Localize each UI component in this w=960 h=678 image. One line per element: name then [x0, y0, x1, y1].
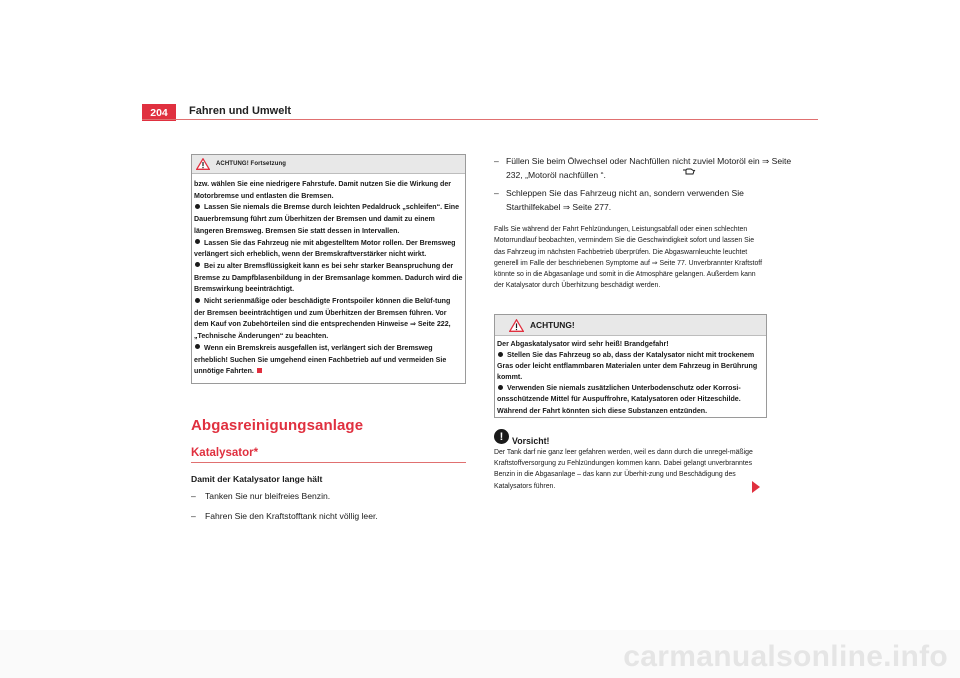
warning-intro: bzw. wählen Sie eine niedrigere Fahrstufe. Damit nutzen Sie die Wirkung der Motorbremse und entlasten die Bremsen.	[194, 180, 452, 200]
warning-bullet: Lassen Sie das Fahrzeug nie mit abgestelltem Motor rollen. Der Bremsweg verlängert sich erheblich, wenn der Bremskraftverstärker nicht wirkt.	[194, 238, 456, 259]
caution-heading: ! Vorsicht!	[494, 430, 549, 446]
header-rule	[142, 119, 818, 120]
warning-bullet: Lassen Sie niemals die Bremse durch leichten Pedaldruck „schleifen“. Eine Dauerbremsung führt zum Überhitzen der Bremsen und damit zu einem längeren Bremsweg. Bremsen Sie statt dessen in Intervallen.	[194, 203, 460, 235]
bullet-icon	[195, 204, 200, 209]
subsection-title: Katalysator*	[191, 447, 259, 459]
warning-bullet: Wenn ein Bremskreis ausgefallen ist, verlängert sich der Bremsweg erheblich! Suchen Sie umgehend einen Fachbetrieb auf und vermeiden Sie unnötige Fahrten.	[194, 343, 447, 376]
warning-bullet: Bei zu alter Bremsflüssigkeit kann es bei sehr starker Beanspruchung der Bremse zu Dampfblasenbildung in der Bremsanlage kommen. Dadurch wird die Bremswirkung beeinträchtigt.	[194, 261, 463, 294]
bullet-icon	[498, 385, 503, 390]
bullet-icon	[195, 239, 200, 244]
running-title: Fahren und Umwelt	[189, 105, 292, 117]
bullet-icon	[195, 298, 200, 303]
keep-catalyst-heading: Damit der Katalysator lange hält	[191, 474, 323, 484]
warning-box-header	[192, 155, 465, 174]
caution-body: Der Tank darf nie ganz leer gefahren werden, weil es dann durch die unregel-mäßige Kraftstoffversorgung zu Fehlzündungen kommen kann. Dabei gelangt unverbranntes Benzin in die Abgasanlage – das kann zur Überhit-zung und Beschädigung des Katalysators führen.	[494, 449, 753, 490]
warning-box-heading: ACHTUNG!	[530, 320, 575, 330]
warning-bullet: Nicht serienmäßige oder beschädigte Frontspoiler können die Belüf-tung der Bremsen beeinträchtigen und zum Überhitzen der Bremsen führen. Vor dem Kauf von Zubehörteilen sind die entsprechenden Hinweise ⇒ Seite 222, „Technische Änderungen“ zu beachten.	[194, 297, 451, 341]
watermark: carmanualsonline.info	[623, 640, 948, 673]
bullet-icon	[498, 352, 503, 357]
warning-box-header	[495, 315, 766, 336]
oil-can-icon	[682, 167, 696, 175]
warning-triangle-icon	[509, 319, 524, 332]
warning-bullet: Stellen Sie das Fahrzeug so ab, dass der Katalysator nicht mit trockenem Gras oder leicht entflammbaren Materialen unter dem Fahrzeug in Berührung kommt.	[497, 351, 758, 382]
dash-item: – Tanken Sie nur bleifreies Benzin.	[191, 491, 331, 501]
misfire-paragraph: Falls Sie während der Fahrt Fehlzündungen, Leistungsabfall oder einen schlechten Motorrundlauf beobachten, vermindern Sie die Geschwindigkeit sofort und lassen Sie das Fahrzeug im nächsten Fachbetrieb überprüfen. Die Abgaswarnleuchte leuchtet generell im Falle der beschriebenen Symptome auf ⇒ Seite 77. Unverbrannter Kraftstoff könnte so in die Abgasanlage und somit in die Atmosphäre gelangen. Außerdem kann der Katalysator durch Überhitzung beschädigt werden.	[494, 226, 763, 290]
warning-box-continued	[191, 154, 466, 384]
page-number: 204	[142, 104, 176, 121]
continue-arrow-icon	[752, 481, 760, 493]
subsection-rule	[191, 462, 466, 463]
dash-item: – Füllen Sie beim Ölwechsel oder Nachfüllen nicht zuviel Motoröl ein ⇒ Seite 232, „Motoröl nachfüllen “.	[494, 156, 792, 180]
catalyst-warning-box	[494, 314, 767, 418]
warning-intro: Der Abgaskatalysator wird sehr heiß! Brandgefahr!	[497, 340, 669, 348]
bullet-icon	[195, 344, 200, 349]
end-marker-icon	[257, 368, 262, 373]
dash-item: – Schleppen Sie das Fahrzeug nicht an, sondern verwenden Sie Starthilfekabel ⇒ Seite 277.	[494, 188, 744, 212]
warning-box-heading: ACHTUNG! Fortsetzung	[216, 161, 286, 167]
section-title: Abgasreinigungsanlage	[191, 417, 364, 434]
warning-bullet: Verwenden Sie niemals zusätzlichen Unterbodenschutz oder Korrosi-onsschützende Mittel für Auspuffrohre, Katalysatoren oder Hitzeschilde. Während der Fahrt könnten sich diese Substanzen entzünden.	[497, 384, 741, 415]
warning-triangle-icon	[196, 158, 210, 170]
bullet-icon	[195, 262, 200, 267]
dash-item: – Fahren Sie den Kraftstofftank nicht völlig leer.	[191, 511, 378, 521]
caution-exclamation-icon: !	[494, 429, 509, 444]
